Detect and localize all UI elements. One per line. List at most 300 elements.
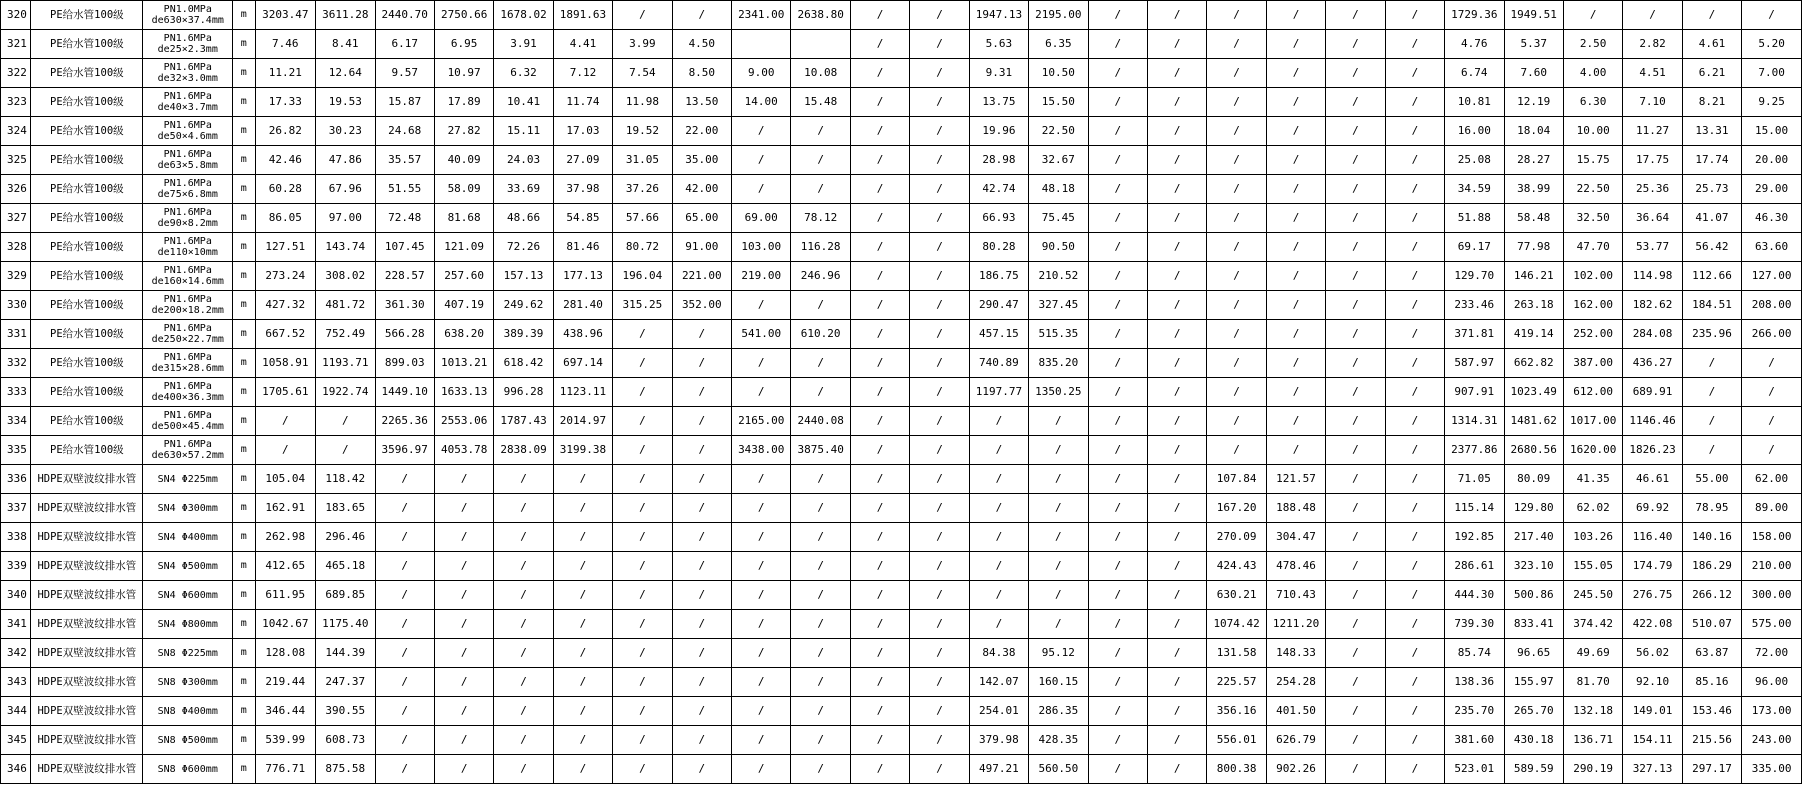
item-name-cell: HDPE双壁波纹排水管 — [31, 668, 143, 697]
price-cell: 53.77 — [1623, 233, 1682, 262]
price-cell: / — [910, 639, 969, 668]
price-cell: / — [850, 30, 909, 59]
price-cell: / — [672, 523, 731, 552]
price-cell: / — [494, 552, 553, 581]
price-cell: / — [1326, 465, 1385, 494]
item-spec-cell: SN8 Φ400mm — [143, 697, 233, 726]
row-number-cell: 340 — [1, 581, 31, 610]
price-cell: 121.57 — [1266, 465, 1325, 494]
price-cell: / — [850, 233, 909, 262]
price-cell: 27.09 — [553, 146, 612, 175]
price-cell: 297.17 — [1682, 755, 1741, 784]
price-cell: 128.08 — [255, 639, 316, 668]
price-cell: 246.96 — [791, 262, 850, 291]
price-cell: 51.88 — [1445, 204, 1504, 233]
price-cell: 589.59 — [1504, 755, 1563, 784]
price-cell: 20.00 — [1742, 146, 1802, 175]
price-cell: / — [1147, 378, 1206, 407]
price-cell: / — [1385, 552, 1444, 581]
unit-cell: m — [233, 494, 255, 523]
price-cell: / — [910, 436, 969, 465]
price-cell: / — [1385, 233, 1444, 262]
price-cell: / — [1207, 88, 1266, 117]
price-cell: / — [1266, 1, 1325, 30]
price-cell: / — [494, 581, 553, 610]
price-cell: 587.97 — [1445, 349, 1504, 378]
price-cell: / — [1385, 117, 1444, 146]
unit-cell: m — [233, 668, 255, 697]
price-cell: 2.50 — [1563, 30, 1622, 59]
price-cell: / — [1326, 204, 1385, 233]
price-cell: 184.51 — [1682, 291, 1741, 320]
price-cell: 225.57 — [1207, 668, 1266, 697]
price-cell: 689.85 — [316, 581, 375, 610]
price-cell: 65.00 — [672, 204, 731, 233]
price-cell: 4.51 — [1623, 59, 1682, 88]
price-cell: 361.30 — [375, 291, 434, 320]
price-cell: / — [434, 581, 493, 610]
price-cell: / — [1147, 59, 1206, 88]
price-cell: / — [1266, 378, 1325, 407]
row-number-cell: 343 — [1, 668, 31, 697]
price-cell: 78.95 — [1682, 494, 1741, 523]
price-cell: / — [1088, 494, 1147, 523]
price-cell: 6.32 — [494, 59, 553, 88]
price-cell: / — [1742, 349, 1802, 378]
price-cell: / — [1385, 494, 1444, 523]
price-cell: / — [1147, 639, 1206, 668]
price-cell: 465.18 — [316, 552, 375, 581]
price-cell: 27.82 — [434, 117, 493, 146]
price-cell: 55.00 — [1682, 465, 1741, 494]
price-cell: 6.21 — [1682, 59, 1741, 88]
price-cell: 47.70 — [1563, 233, 1622, 262]
price-cell: 29.00 — [1742, 175, 1802, 204]
price-cell: / — [1088, 262, 1147, 291]
price-cell: 58.48 — [1504, 204, 1563, 233]
price-cell: / — [1266, 59, 1325, 88]
price-cell: 566.28 — [375, 320, 434, 349]
price-cell: 290.19 — [1563, 755, 1622, 784]
price-cell: / — [494, 465, 553, 494]
price-cell: / — [672, 320, 731, 349]
price-cell: 497.21 — [969, 755, 1028, 784]
price-cell: 155.05 — [1563, 552, 1622, 581]
price-cell: 131.58 — [1207, 639, 1266, 668]
price-cell: 24.03 — [494, 146, 553, 175]
price-cell: 273.24 — [255, 262, 316, 291]
price-cell: 308.02 — [316, 262, 375, 291]
table-row — [1, 59, 1802, 88]
price-cell: / — [850, 494, 909, 523]
price-cell: / — [1326, 726, 1385, 755]
price-cell: 10.08 — [791, 59, 850, 88]
table-row — [1, 552, 1802, 581]
price-cell: / — [1207, 146, 1266, 175]
price-cell — [791, 30, 850, 59]
unit-cell: m — [233, 88, 255, 117]
price-cell: / — [1326, 552, 1385, 581]
price-cell: 114.98 — [1623, 262, 1682, 291]
price-cell: 387.00 — [1563, 349, 1622, 378]
price-cell: 500.86 — [1504, 581, 1563, 610]
price-cell: / — [434, 523, 493, 552]
price-cell: 47.86 — [316, 146, 375, 175]
price-cell: 127.51 — [255, 233, 316, 262]
price-cell: 608.73 — [316, 726, 375, 755]
price-cell: / — [732, 755, 791, 784]
price-cell: / — [494, 610, 553, 639]
price-cell: / — [672, 349, 731, 378]
price-cell: / — [910, 465, 969, 494]
price-cell: 15.11 — [494, 117, 553, 146]
item-spec-cell: PN1.6MPa de160×14.6mm — [143, 262, 233, 291]
price-cell: 401.50 — [1266, 697, 1325, 726]
unit-cell: m — [233, 204, 255, 233]
price-cell: / — [910, 552, 969, 581]
price-cell: 60.28 — [255, 175, 316, 204]
item-spec-cell: PN1.6MPa de400×36.3mm — [143, 378, 233, 407]
price-cell: / — [1029, 407, 1088, 436]
price-cell: / — [375, 552, 434, 581]
price-cell: 346.44 — [255, 697, 316, 726]
price-cell: / — [553, 465, 612, 494]
price-cell: / — [1088, 436, 1147, 465]
price-cell: 1633.13 — [434, 378, 493, 407]
table-body — [1, 1, 1802, 784]
price-cell: / — [1326, 407, 1385, 436]
row-number-cell: 321 — [1, 30, 31, 59]
price-cell: / — [850, 349, 909, 378]
price-cell: / — [732, 349, 791, 378]
price-cell: 18.04 — [1504, 117, 1563, 146]
price-cell: 618.42 — [494, 349, 553, 378]
item-name-cell: PE给水管100级 — [31, 1, 143, 30]
price-cell: / — [910, 1, 969, 30]
price-cell: 1017.00 — [1563, 407, 1622, 436]
price-cell: 2165.00 — [732, 407, 791, 436]
row-number-cell: 325 — [1, 146, 31, 175]
price-cell: / — [375, 668, 434, 697]
row-number-cell: 334 — [1, 407, 31, 436]
price-cell: / — [1326, 59, 1385, 88]
price-cell: / — [969, 436, 1028, 465]
price-cell: 160.15 — [1029, 668, 1088, 697]
item-spec-cell: PN1.6MPa de32×3.0mm — [143, 59, 233, 88]
price-cell: 11.98 — [613, 88, 672, 117]
price-cell: / — [613, 552, 672, 581]
item-spec-cell: PN1.6MPa de315×28.6mm — [143, 349, 233, 378]
price-cell: / — [1682, 349, 1741, 378]
price-cell: / — [672, 668, 731, 697]
price-cell: / — [1207, 1, 1266, 30]
price-cell: / — [1266, 30, 1325, 59]
price-cell: / — [1326, 175, 1385, 204]
price-cell: / — [672, 726, 731, 755]
price-cell: / — [791, 639, 850, 668]
price-cell: / — [969, 407, 1028, 436]
price-cell: 196.04 — [613, 262, 672, 291]
price-cell: / — [1266, 175, 1325, 204]
price-cell: / — [850, 88, 909, 117]
price-cell: 28.27 — [1504, 146, 1563, 175]
table-row — [1, 320, 1802, 349]
price-cell: 286.35 — [1029, 697, 1088, 726]
price-cell: / — [375, 726, 434, 755]
price-cell: / — [553, 552, 612, 581]
unit-cell: m — [233, 320, 255, 349]
row-number-cell: 337 — [1, 494, 31, 523]
price-cell: / — [613, 726, 672, 755]
price-cell: 1620.00 — [1563, 436, 1622, 465]
price-cell: / — [850, 117, 909, 146]
price-cell: / — [494, 523, 553, 552]
price-cell: 96.00 — [1742, 668, 1802, 697]
price-cell: / — [1207, 30, 1266, 59]
price-cell: / — [969, 494, 1028, 523]
price-cell: / — [375, 610, 434, 639]
price-cell: 430.18 — [1504, 726, 1563, 755]
price-cell: 3.91 — [494, 30, 553, 59]
price-cell: / — [1266, 233, 1325, 262]
item-name-cell: PE给水管100级 — [31, 378, 143, 407]
price-cell: / — [1147, 581, 1206, 610]
table-row — [1, 233, 1802, 262]
price-cell: 32.67 — [1029, 146, 1088, 175]
price-cell: / — [1385, 175, 1444, 204]
price-cell: / — [553, 755, 612, 784]
price-cell: 697.14 — [553, 349, 612, 378]
price-cell: / — [850, 697, 909, 726]
price-cell: 407.19 — [434, 291, 493, 320]
price-cell: 41.07 — [1682, 204, 1741, 233]
price-cell: 136.71 — [1563, 726, 1622, 755]
price-cell: / — [1207, 59, 1266, 88]
price-cell: 1042.67 — [255, 610, 316, 639]
unit-cell: m — [233, 262, 255, 291]
price-cell: / — [1266, 407, 1325, 436]
price-cell: 12.64 — [316, 59, 375, 88]
price-cell: 2195.00 — [1029, 1, 1088, 30]
row-number-cell: 332 — [1, 349, 31, 378]
price-cell: / — [791, 378, 850, 407]
table-row — [1, 30, 1802, 59]
price-cell: / — [910, 30, 969, 59]
table-row — [1, 378, 1802, 407]
price-cell: / — [1207, 204, 1266, 233]
price-cell: 2377.86 — [1445, 436, 1504, 465]
price-cell: / — [850, 639, 909, 668]
table-row — [1, 494, 1802, 523]
price-cell: / — [553, 726, 612, 755]
price-cell: 186.29 — [1682, 552, 1741, 581]
price-cell: 9.57 — [375, 59, 434, 88]
item-spec-cell: PN1.6MPa de40×3.7mm — [143, 88, 233, 117]
price-cell: / — [672, 465, 731, 494]
price-cell: / — [910, 291, 969, 320]
price-cell: 210.00 — [1742, 552, 1802, 581]
price-cell: / — [1147, 494, 1206, 523]
item-name-cell: PE给水管100级 — [31, 436, 143, 465]
price-cell: 121.09 — [434, 233, 493, 262]
price-cell: 611.95 — [255, 581, 316, 610]
price-cell: / — [1266, 262, 1325, 291]
price-cell: / — [850, 378, 909, 407]
price-cell: / — [791, 349, 850, 378]
price-cell: 127.00 — [1742, 262, 1802, 291]
price-cell: 188.48 — [1266, 494, 1325, 523]
price-cell: / — [1088, 146, 1147, 175]
price-cell: 13.75 — [969, 88, 1028, 117]
item-spec-cell: PN1.6MPa de63×5.8mm — [143, 146, 233, 175]
price-cell: 38.99 — [1504, 175, 1563, 204]
price-cell: 30.23 — [316, 117, 375, 146]
price-cell: / — [910, 697, 969, 726]
price-cell: / — [434, 726, 493, 755]
price-cell: / — [1029, 523, 1088, 552]
item-name-cell: HDPE双壁波纹排水管 — [31, 494, 143, 523]
price-cell: / — [1207, 349, 1266, 378]
item-name-cell: PE给水管100级 — [31, 59, 143, 88]
price-cell: 75.45 — [1029, 204, 1088, 233]
price-cell: / — [1088, 639, 1147, 668]
price-cell: 91.00 — [672, 233, 731, 262]
price-cell: 17.74 — [1682, 146, 1741, 175]
price-cell: / — [791, 146, 850, 175]
price-cell: 115.14 — [1445, 494, 1504, 523]
price-cell: 3611.28 — [316, 1, 375, 30]
unit-cell: m — [233, 610, 255, 639]
price-cell: / — [910, 494, 969, 523]
price-cell: / — [1326, 639, 1385, 668]
price-cell: / — [732, 610, 791, 639]
price-cell: / — [1742, 378, 1802, 407]
price-cell: / — [1385, 726, 1444, 755]
item-name-cell: HDPE双壁波纹排水管 — [31, 697, 143, 726]
price-cell: 11.27 — [1623, 117, 1682, 146]
price-cell: 129.70 — [1445, 262, 1504, 291]
price-cell: / — [1326, 697, 1385, 726]
price-cell: 42.74 — [969, 175, 1028, 204]
price-cell: / — [375, 755, 434, 784]
row-number-cell: 323 — [1, 88, 31, 117]
price-cell: 15.48 — [791, 88, 850, 117]
item-name-cell: HDPE双壁波纹排水管 — [31, 581, 143, 610]
price-cell: / — [553, 610, 612, 639]
price-cell: 1058.91 — [255, 349, 316, 378]
price-cell: / — [1147, 262, 1206, 291]
unit-cell: m — [233, 581, 255, 610]
price-cell: 1013.21 — [434, 349, 493, 378]
price-cell: 6.74 — [1445, 59, 1504, 88]
price-cell: / — [969, 581, 1028, 610]
table-row — [1, 726, 1802, 755]
price-cell: 89.00 — [1742, 494, 1802, 523]
price-cell: 379.98 — [969, 726, 1028, 755]
price-cell: 37.98 — [553, 175, 612, 204]
table-row — [1, 436, 1802, 465]
price-cell: 252.00 — [1563, 320, 1622, 349]
price-cell: 3.99 — [613, 30, 672, 59]
price-cell: 1891.63 — [553, 1, 612, 30]
price-cell: 35.57 — [375, 146, 434, 175]
price-cell: / — [1326, 146, 1385, 175]
price-cell: / — [1623, 1, 1682, 30]
price-cell: 266.12 — [1682, 581, 1741, 610]
price-cell: / — [494, 494, 553, 523]
price-cell: / — [1385, 1, 1444, 30]
price-cell: / — [1147, 349, 1206, 378]
item-spec-cell: SN4 Φ225mm — [143, 465, 233, 494]
price-cell: 10.81 — [1445, 88, 1504, 117]
price-cell: 1705.61 — [255, 378, 316, 407]
price-cell: 102.00 — [1563, 262, 1622, 291]
row-number-cell: 320 — [1, 1, 31, 30]
item-spec-cell: SN4 Φ400mm — [143, 523, 233, 552]
price-cell: 667.52 — [255, 320, 316, 349]
price-cell: / — [732, 552, 791, 581]
price-cell: / — [1326, 291, 1385, 320]
price-cell: / — [672, 378, 731, 407]
price-cell: 8.21 — [1682, 88, 1741, 117]
price-cell: / — [1088, 726, 1147, 755]
price-cell: 11.21 — [255, 59, 316, 88]
item-spec-cell: PN1.6MPa de500×45.4mm — [143, 407, 233, 436]
price-cell: 422.08 — [1623, 610, 1682, 639]
price-cell: 13.31 — [1682, 117, 1741, 146]
price-cell: / — [1147, 755, 1206, 784]
unit-cell: m — [233, 755, 255, 784]
price-cell: / — [910, 726, 969, 755]
price-cell: 84.38 — [969, 639, 1028, 668]
price-cell: 4.61 — [1682, 30, 1741, 59]
price-cell: / — [553, 523, 612, 552]
price-cell: 25.36 — [1623, 175, 1682, 204]
price-cell: / — [1088, 117, 1147, 146]
item-name-cell: HDPE双壁波纹排水管 — [31, 523, 143, 552]
price-cell: / — [1088, 291, 1147, 320]
price-cell: / — [732, 291, 791, 320]
price-cell: 7.10 — [1623, 88, 1682, 117]
price-cell: 245.50 — [1563, 581, 1622, 610]
price-cell: / — [672, 436, 731, 465]
price-cell: / — [1088, 233, 1147, 262]
price-cell: 2838.09 — [494, 436, 553, 465]
price-cell: 9.00 — [732, 59, 791, 88]
price-cell: / — [732, 697, 791, 726]
table-row — [1, 262, 1802, 291]
item-spec-cell: PN1.6MPa de110×10mm — [143, 233, 233, 262]
item-spec-cell: SN4 Φ500mm — [143, 552, 233, 581]
item-name-cell: PE给水管100级 — [31, 262, 143, 291]
price-cell: / — [791, 581, 850, 610]
price-cell: 610.20 — [791, 320, 850, 349]
price-cell: 7.00 — [1742, 59, 1802, 88]
price-cell: / — [791, 552, 850, 581]
price-cell: 4.76 — [1445, 30, 1504, 59]
price-cell: 132.18 — [1563, 697, 1622, 726]
price-cell: / — [434, 552, 493, 581]
unit-cell: m — [233, 523, 255, 552]
price-cell: 1197.77 — [969, 378, 1028, 407]
price-cell: / — [791, 610, 850, 639]
price-cell: 105.04 — [255, 465, 316, 494]
unit-cell: m — [233, 233, 255, 262]
price-cell: 2750.66 — [434, 1, 493, 30]
price-cell: / — [1326, 523, 1385, 552]
price-cell: 149.01 — [1623, 697, 1682, 726]
price-cell: 541.00 — [732, 320, 791, 349]
